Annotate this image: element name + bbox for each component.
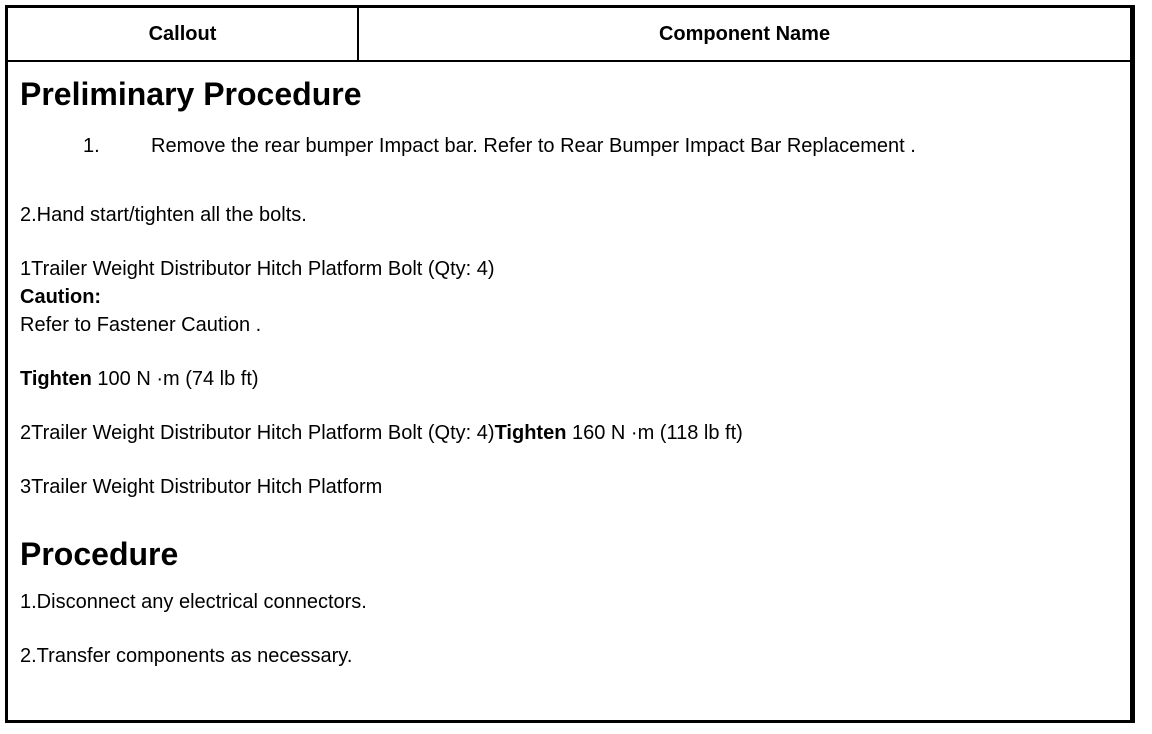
callout-item-3: 3Trailer Weight Distributor Hitch Platform xyxy=(20,476,383,498)
preliminary-step-1-number: 1. xyxy=(83,135,100,157)
preliminary-procedure-heading: Preliminary Procedure xyxy=(20,76,362,112)
tighten-label: Tighten xyxy=(494,422,567,444)
procedure-body xyxy=(20,66,1120,670)
tighten-label: Tighten xyxy=(20,368,92,390)
callout-column-header: Callout xyxy=(8,8,359,60)
callout-item-2 xyxy=(20,419,1120,447)
torque-value: 160 N ·m (118 lb ft) xyxy=(566,422,743,444)
caution-text: Refer to Fastener Caution . xyxy=(20,314,262,336)
preliminary-step-1 xyxy=(83,135,1120,158)
callout-item-2-text: 2Trailer Weight Distributor Hitch Platform Bolt (Qty: 4) xyxy=(20,422,495,444)
preliminary-step-1-text: Remove the rear bumper Impact bar. Refer to Rear Bumper Impact Bar Replacement . xyxy=(151,135,916,157)
procedure-heading: Procedure xyxy=(20,536,179,572)
install-step-2: 2.Hand start/tighten all the bolts. xyxy=(20,204,307,226)
procedure-step-1: 1.Disconnect any electrical connectors. xyxy=(20,591,367,613)
procedure-step-2: 2.Transfer components as necessary. xyxy=(20,645,353,667)
component-name-column-header: Component Name xyxy=(658,22,831,45)
tighten-spec-1 xyxy=(20,365,1120,393)
table-header-row xyxy=(8,8,1130,62)
torque-value: 100 N ·m (74 lb ft) xyxy=(91,368,259,390)
procedure-table xyxy=(5,5,1135,723)
caution-label: Caution: xyxy=(20,286,102,308)
callout-item-1: 1Trailer Weight Distributor Hitch Platform Bolt (Qty: 4) xyxy=(20,258,495,280)
